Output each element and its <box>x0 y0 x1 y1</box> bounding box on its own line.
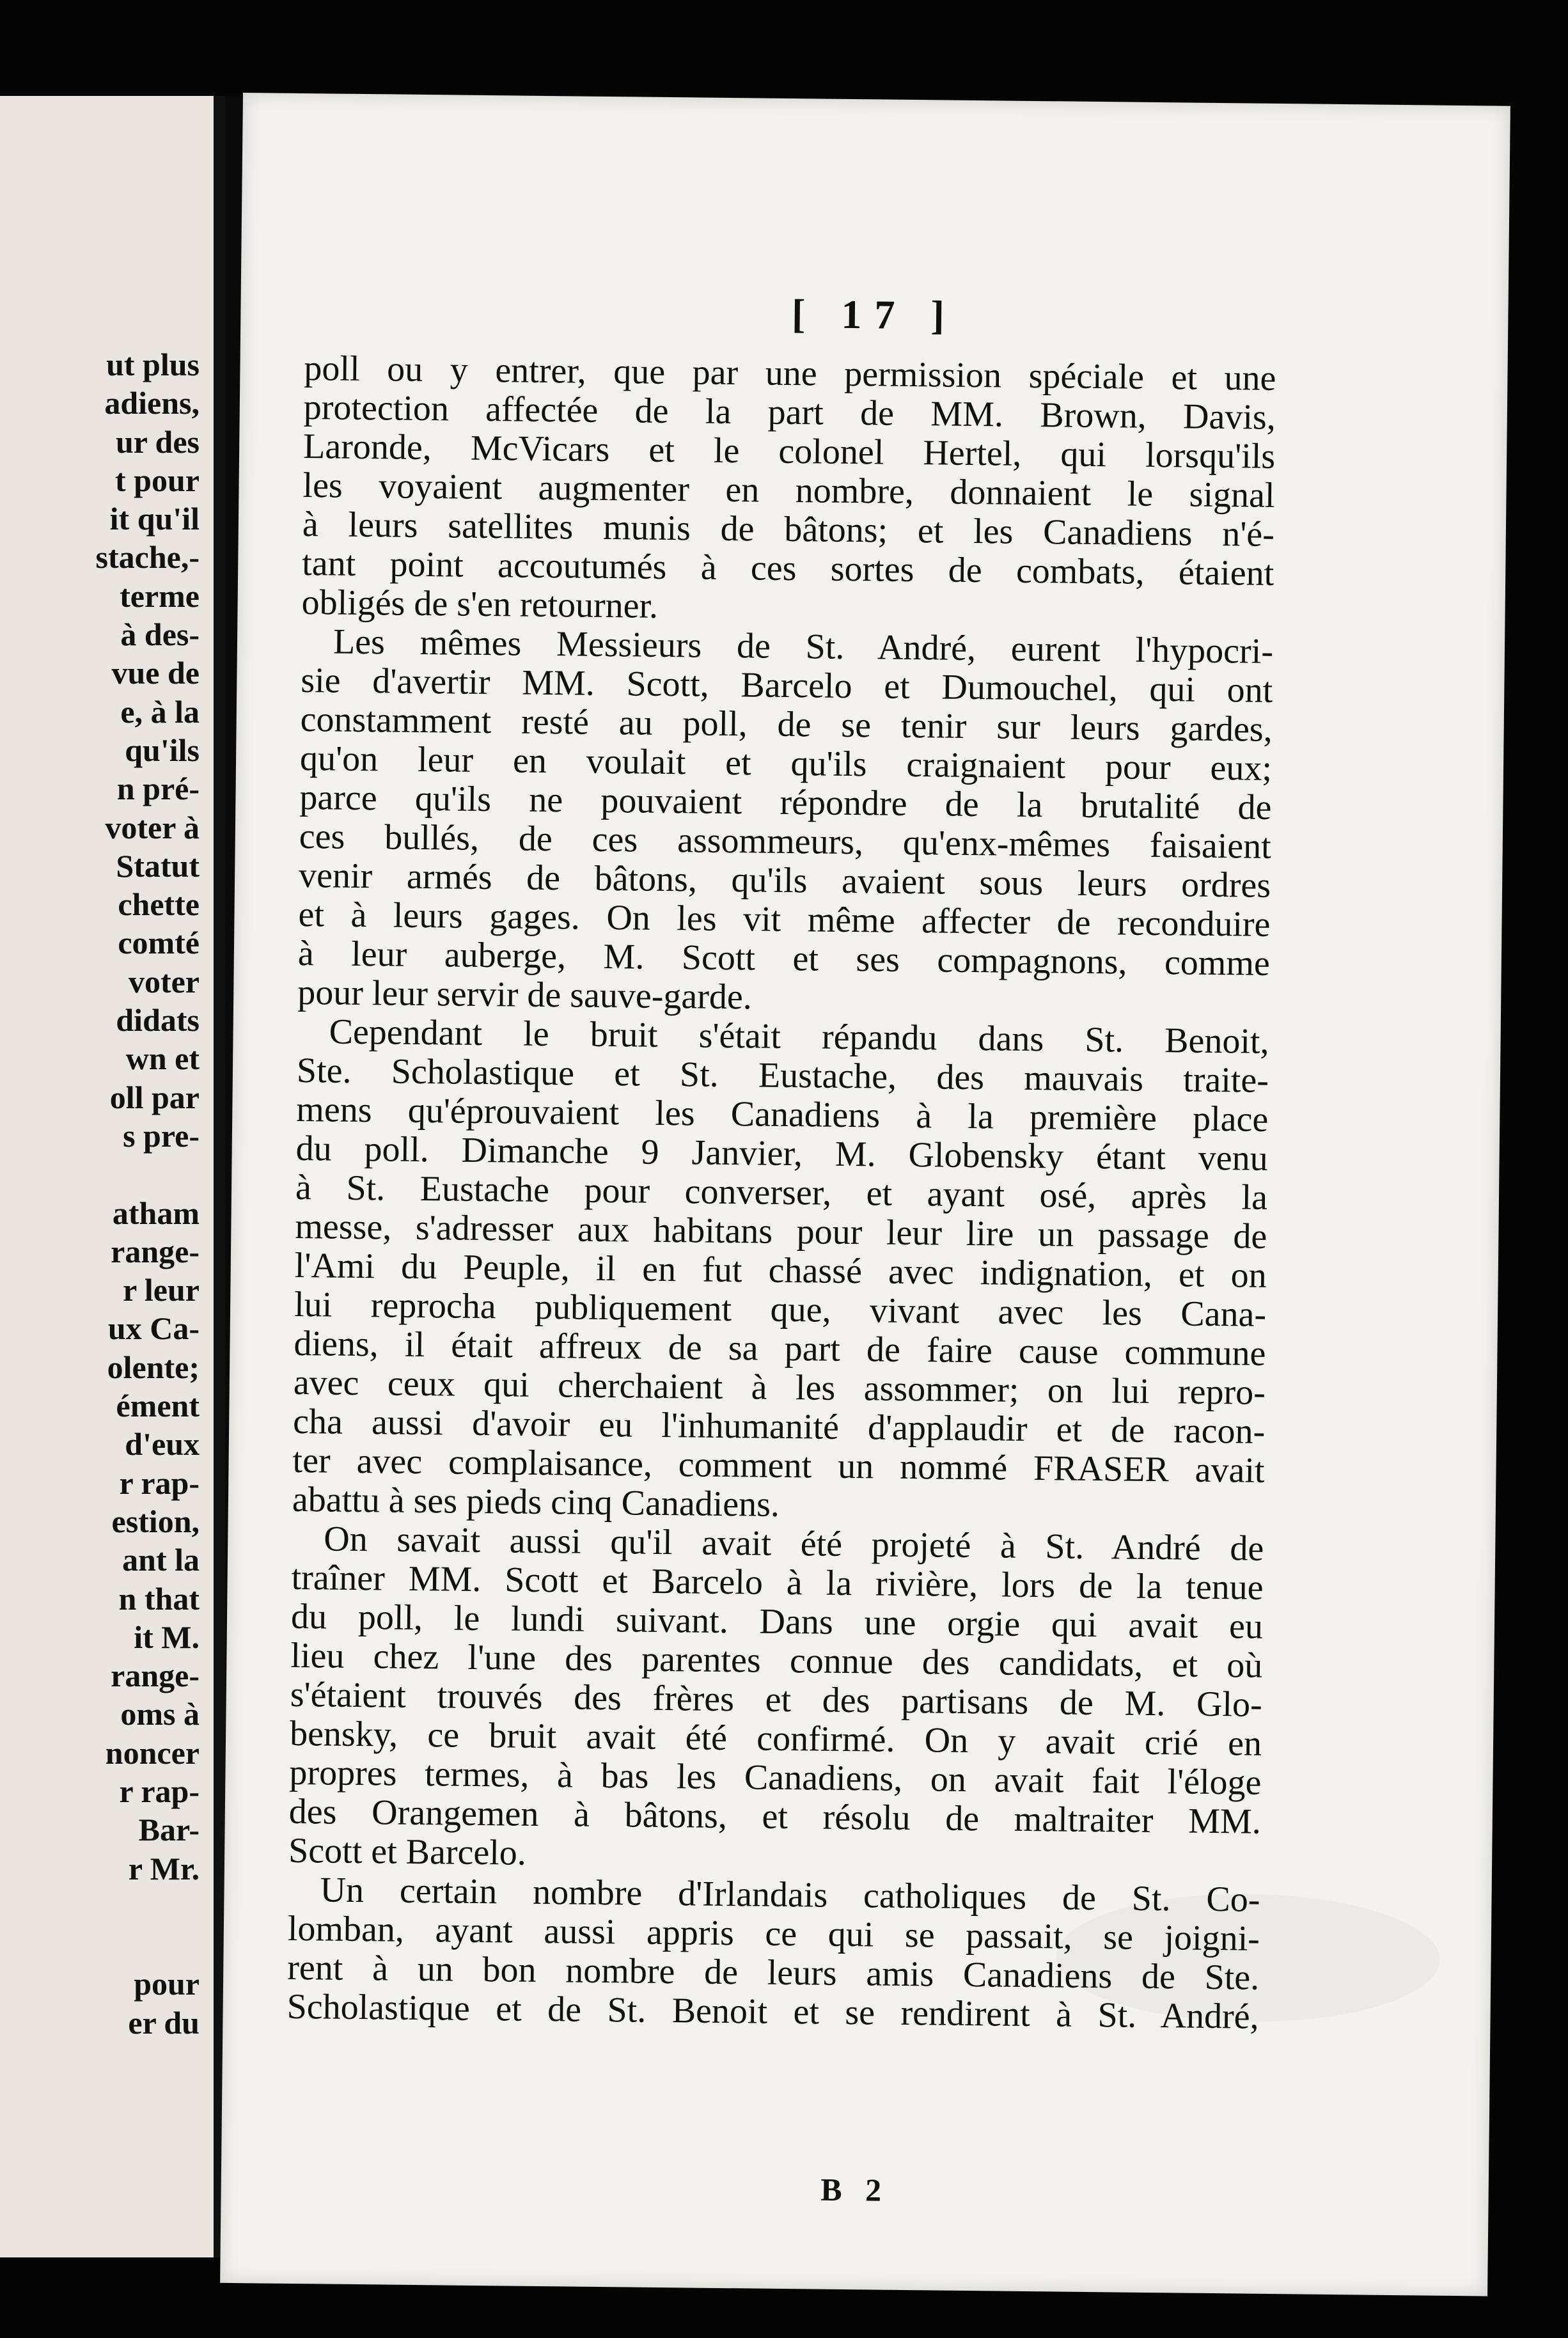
text-line: les voyaient augmenter en nombre, donnaient le signal <box>302 466 1275 515</box>
text-line: diens, il était affreux de sa part de faire cause commune <box>294 1323 1266 1374</box>
previous-page-line: it qu'il <box>109 501 200 537</box>
text-line: obligés de s'en retourner. <box>301 583 659 626</box>
text-line: propres termes, à bas les Canadiens, on avait fait l'éloge <box>289 1752 1262 1803</box>
text-line: constamment resté au poll, de se tenir sur leurs gardes, <box>300 699 1273 749</box>
text-line: On savait aussi qu'il avait été projeté à St. André de <box>324 1519 1264 1569</box>
previous-page-line: wn et <box>125 1040 200 1077</box>
previous-page-line: t pour <box>115 462 200 498</box>
text-line: pour leur servir de sauve-garde. <box>297 972 753 1017</box>
text-line: protection affectée de la part de MM. Brown, Davis, <box>303 388 1276 437</box>
text-line: à leur auberge, M. Scott et ses compagnons, comme <box>297 933 1271 984</box>
text-line: Scott et Barcelo. <box>288 1830 527 1873</box>
previous-page-line: Statut <box>116 847 200 884</box>
previous-page-line: ément <box>116 1388 200 1424</box>
previous-page-line: terme <box>120 577 200 614</box>
previous-page <box>0 96 230 2257</box>
text-line: lui reprocha publiquement que, vivant avec les Cana- <box>294 1284 1267 1335</box>
text-line: traîner MM. Scott et Barcelo à la rivière, lors de la tenue <box>291 1557 1264 1608</box>
previous-page-line: ux Ca- <box>107 1310 200 1347</box>
text-line: poll ou y entrer, que par une permission spéciale et une <box>304 349 1276 398</box>
previous-page-line: vue de <box>111 655 200 691</box>
previous-page-line: range- <box>111 1233 200 1269</box>
text-line: s'étaient trouvés des frères et des partisans de M. Glo- <box>290 1674 1263 1725</box>
text-line: Les mêmes Messieurs de St. André, eurent l'hypocri- <box>333 622 1274 671</box>
text-line: tant point accoutumés à ces sortes de combats, étaient <box>301 544 1274 593</box>
previous-page-line: it M. <box>134 1619 200 1655</box>
previous-page-line: r Mr. <box>128 1850 200 1887</box>
text-line: lieu chez l'une des parentes connue des candidats, et où <box>290 1635 1263 1686</box>
previous-page-line: atham <box>112 1195 200 1231</box>
previous-page-line: olente; <box>107 1349 200 1385</box>
previous-page-line: e, à la <box>120 693 200 730</box>
previous-page-line <box>0 1155 200 1193</box>
previous-page-line: voter <box>128 963 200 1000</box>
text-line: avec ceux qui cherchaient à les assommer; on lui repro- <box>293 1362 1266 1413</box>
previous-page-line: s pre- <box>123 1117 200 1154</box>
text-line: ces bullés, de ces assommeurs, qu'enx-mêmes faisaient <box>299 816 1272 867</box>
text-line: sie d'avertir MM. Scott, Barcelo et Dumouchel, qui ont <box>301 660 1273 710</box>
text-line: messe, s'adresser aux habitans pour leur lire un passage de <box>295 1206 1267 1257</box>
page-number: [ 17 ] <box>791 291 958 338</box>
text-line: mens qu'éprouvaient les Canadiens à la première place <box>296 1089 1269 1140</box>
text-line: Cependant le bruit s'était répandu dans St. Benoit, <box>329 1012 1269 1062</box>
text-line: parce qu'ils ne pouvaient répondre de la brutalité de <box>299 777 1272 828</box>
text-line: abattu à ses pieds cinq Canadiens. <box>292 1479 780 1525</box>
previous-page-line <box>0 1888 200 1926</box>
text-line: Scholastique et de St. Benoit et se rendirent à St. André, <box>286 1986 1259 2037</box>
text-line: bensky, ce bruit avait été confirmé. On y avait crié en <box>289 1713 1262 1764</box>
previous-page-line: ur des <box>115 423 200 460</box>
previous-page-line: r rap- <box>119 1464 200 1501</box>
text-line: ter avec complaisance, comment un nommé FRASER avait <box>292 1440 1265 1491</box>
previous-page-line: ut plus <box>106 347 200 382</box>
previous-page-line: r leur <box>123 1272 200 1308</box>
previous-page-line: d'eux <box>125 1426 200 1463</box>
text-line: qu'on leur en voulait et qu'ils craignaient pour eux; <box>299 738 1273 788</box>
previous-page-line: er du <box>128 2004 200 2041</box>
previous-page-line: qu'ils <box>125 732 200 768</box>
previous-page-line: comté <box>118 925 200 961</box>
page <box>220 93 1510 2296</box>
text-line: Laronde, McVicars et le colonel Hertel, qui lorsqu'ils <box>302 427 1276 476</box>
previous-page-line: didats <box>116 1002 200 1039</box>
text-line: et à leurs gages. On les vit même affecter de reconduire <box>298 894 1271 945</box>
text-line: du poll, le lundi suivant. Dans une orgie qui avait eu <box>290 1596 1264 1647</box>
previous-page-line: n that <box>118 1580 200 1617</box>
signature-mark: B 2 <box>820 2171 890 2208</box>
previous-page-line: ant la <box>122 1542 200 1578</box>
text-line: Un certain nombre d'Irlandais catholiques de St. Co- <box>320 1870 1260 1920</box>
previous-page-text <box>0 345 200 2042</box>
previous-page-line: stache,- <box>95 539 200 576</box>
text-line: lomban, ayant aussi appris ce qui se passait, se joigni- <box>287 1908 1260 1959</box>
previous-page-line: estion, <box>111 1503 200 1539</box>
previous-page-line <box>0 1926 200 1965</box>
previous-page-line: noncer <box>105 1734 200 1771</box>
previous-page-line: adiens, <box>104 385 200 421</box>
previous-page-line: n pré- <box>116 771 200 807</box>
previous-page-line: pour <box>134 1966 200 2002</box>
text-line: Ste. Scholastique et St. Eustache, des mauvais traite- <box>296 1050 1269 1101</box>
previous-page-line: oll par <box>109 1079 200 1115</box>
text-line: à leurs satellites munis de bâtons; et les Canadiens n'é- <box>302 505 1275 554</box>
previous-page-line: Bar- <box>138 1812 200 1848</box>
previous-page-line: chette <box>118 886 200 923</box>
previous-page-line: oms à <box>120 1696 200 1732</box>
previous-page-line: r rap- <box>119 1773 200 1809</box>
text-line: rent à un bon nombre de leurs amis Canadiens de Ste. <box>286 1947 1260 1998</box>
previous-page-line: voter à <box>105 809 200 845</box>
text-line: cha aussi d'avoir eu l'inhumanité d'applaudir et de racon- <box>292 1401 1266 1452</box>
text-line: des Orangemen à bâtons, et résolu de maltraiter MM. <box>288 1791 1262 1842</box>
body-text <box>286 349 1276 2037</box>
text-line: à St. Eustache pour converser, et ayant osé, après la <box>295 1167 1268 1218</box>
previous-page-line: à des- <box>120 616 200 653</box>
text-line: du poll. Dimanche 9 Janvier, M. Globensky étant venu <box>295 1128 1268 1179</box>
previous-page-line: range- <box>111 1658 200 1694</box>
text-line: venir armés de bâtons, qu'ils avaient sous leurs ordres <box>298 855 1271 906</box>
text-line: l'Ami du Peuple, il en fut chassé avec indignation, et on <box>294 1245 1267 1296</box>
